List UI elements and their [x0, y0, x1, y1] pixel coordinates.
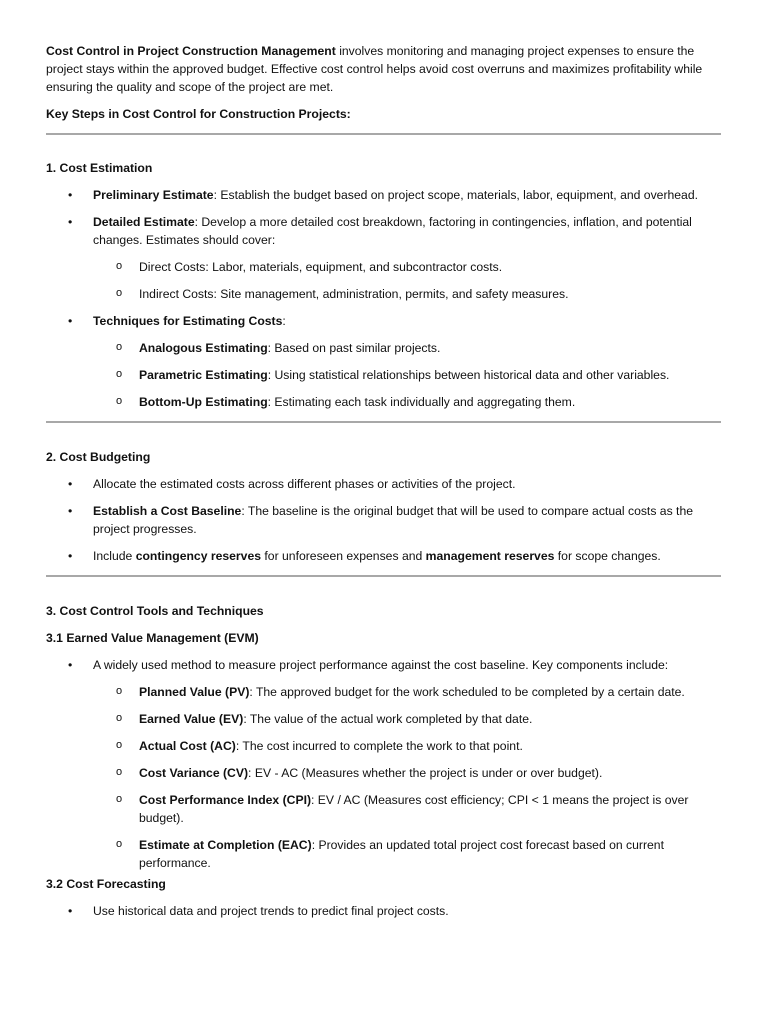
- item-text: for scope changes.: [554, 549, 661, 563]
- item-bold: Techniques for Estimating Costs: [93, 314, 283, 328]
- bullet-marker: •: [68, 549, 73, 563]
- sub-marker: o: [116, 260, 123, 272]
- item-text: : Using statistical relationships between historical data and other variables.: [267, 368, 670, 382]
- item-text: Allocate the estimated costs across different phases or activities of the project.: [93, 477, 516, 491]
- sub-list-item: [46, 764, 721, 782]
- item-bold: Cost Variance (CV): [139, 766, 249, 780]
- section-3-title: 3. Cost Control Tools and Techniques: [46, 604, 264, 618]
- intro-paragraph: [46, 0, 721, 96]
- item-text: : Based on past similar projects.: [267, 341, 441, 355]
- item-bold: Cost Performance Index (CPI): [139, 793, 312, 807]
- sub-marker: o: [116, 793, 123, 805]
- sub-marker: o: [116, 838, 123, 850]
- sub-marker: o: [116, 685, 123, 697]
- sub-marker: o: [116, 341, 123, 353]
- subsection-3-2-title: 3.2 Cost Forecasting: [46, 877, 166, 891]
- item-bold: Earned Value (EV): [139, 712, 244, 726]
- item-text: : EV - AC (Measures whether the project is under or over budget).: [248, 766, 603, 780]
- divider: [46, 575, 721, 577]
- item-text: : Establish the budget based on project scope, materials, labor, equipment, and overhead.: [213, 188, 699, 202]
- item-bold: Preliminary Estimate: [93, 188, 214, 202]
- section-1-title: 1. Cost Estimation: [46, 161, 153, 175]
- item-text: : Develop a more detailed cost breakdown, factoring in contingencies, inflation, and potential changes. Estimates should cover:: [93, 215, 692, 247]
- item-bold: contingency reserves: [135, 549, 262, 563]
- bullet-marker: •: [68, 314, 73, 328]
- sub-list-item: [46, 836, 721, 872]
- item-text: A widely used method to measure project performance against the cost baseline. Key components include:: [93, 658, 669, 672]
- intro-bold: Cost Control in Project Construction Management: [46, 44, 336, 58]
- bullet-marker: •: [68, 504, 73, 518]
- sub-marker: o: [116, 712, 123, 724]
- item-bold: Actual Cost (AC): [139, 739, 236, 753]
- sub-list-item: [46, 366, 721, 384]
- item-text: : Estimating each task individually and aggregating them.: [267, 395, 576, 409]
- item-text: : Provides an updated total project cost forecast based on current performance.: [139, 838, 664, 870]
- intro-text: involves monitoring and managing project expenses to ensure the project stays within the approved budget. Effective cost control helps avoid cost overruns and maximizes profitability while ensuring the quality and scope of the project are met.: [46, 44, 703, 94]
- bullet-marker: •: [68, 188, 73, 202]
- item-bold: Parametric Estimating: [139, 368, 268, 382]
- key-steps-heading: Key Steps in Cost Control for Construction Projects:: [46, 107, 351, 121]
- item-text: : The cost incurred to complete the work to that point.: [235, 739, 523, 753]
- item-text: Indirect Costs: Site management, administration, permits, and safety measures.: [139, 287, 569, 301]
- item-bold: Detailed Estimate: [93, 215, 195, 229]
- item-text: : EV / AC (Measures cost efficiency; CPI < 1 means the project is over budget).: [139, 793, 689, 825]
- bullet-marker: •: [68, 215, 73, 229]
- item-text: for unforeseen expenses and: [261, 549, 426, 563]
- bullet-marker: •: [68, 477, 73, 491]
- list-item: [46, 547, 721, 565]
- item-bold: Establish a Cost Baseline: [93, 504, 242, 518]
- sub-list-item: [46, 791, 721, 827]
- list-item: [46, 312, 721, 330]
- sub-marker: o: [116, 395, 123, 407]
- sub-list-item: [46, 339, 721, 357]
- bullet-marker: •: [68, 658, 73, 672]
- sub-list-item: [46, 710, 721, 728]
- divider: [46, 421, 721, 423]
- item-text: Direct Costs: Labor, materials, equipment, and subcontractor costs.: [139, 260, 503, 274]
- item-text: : The value of the actual work completed by that date.: [243, 712, 533, 726]
- bullet-marker: •: [68, 904, 73, 918]
- sub-list-item: [46, 737, 721, 755]
- item-text: Use historical data and project trends to predict final project costs.: [93, 904, 449, 918]
- sub-marker: o: [116, 368, 123, 380]
- item-text: Include: [93, 549, 136, 563]
- section-2-title: 2. Cost Budgeting: [46, 450, 151, 464]
- divider: [46, 133, 721, 135]
- item-bold: Bottom-Up Estimating: [139, 395, 268, 409]
- subsection-3-1-title: 3.1 Earned Value Management (EVM): [46, 631, 259, 645]
- item-text: :: [282, 314, 286, 328]
- list-item: [46, 502, 721, 538]
- sub-list-item: [46, 285, 721, 303]
- sub-list-item: [46, 683, 721, 701]
- item-bold: Planned Value (PV): [139, 685, 250, 699]
- item-text: : The baseline is the original budget that will be used to compare actual costs as the project progresses.: [93, 504, 694, 536]
- item-bold: management reserves: [425, 549, 555, 563]
- list-item: [46, 213, 721, 249]
- item-bold: Analogous Estimating: [139, 341, 268, 355]
- item-bold: Estimate at Completion (EAC): [139, 838, 312, 852]
- sub-list-item: [46, 258, 721, 276]
- sub-marker: o: [116, 287, 123, 299]
- list-item: [46, 902, 721, 920]
- list-item: [46, 656, 721, 674]
- sub-marker: o: [116, 766, 123, 778]
- sub-list-item: [46, 393, 721, 411]
- list-item: [46, 186, 721, 204]
- item-text: : The approved budget for the work scheduled to be completed by a certain date.: [249, 685, 685, 699]
- sub-marker: o: [116, 739, 123, 751]
- list-item: [46, 475, 721, 493]
